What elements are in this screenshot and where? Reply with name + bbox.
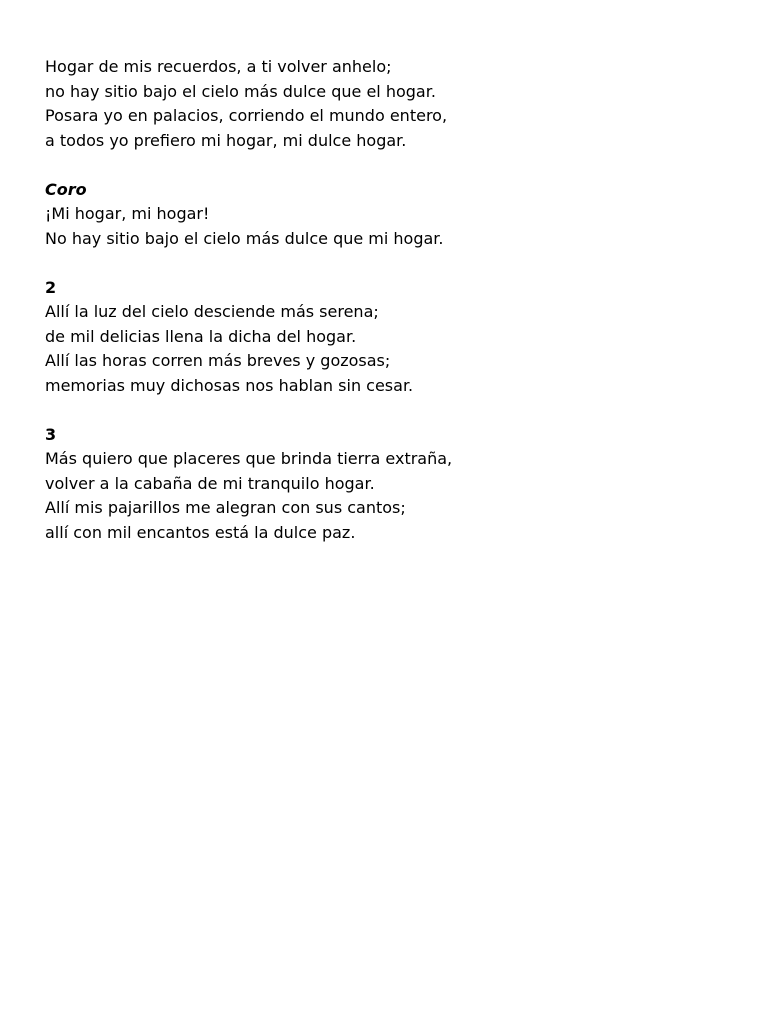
chorus bbox=[45, 178, 735, 252]
lyric-line: Allí las horas corren más breves y gozosas; bbox=[45, 351, 391, 370]
lyric-line: memorias muy dichosas nos hablan sin cesar. bbox=[45, 375, 414, 395]
lyric-line: allí con mil encantos está la dulce paz. bbox=[45, 522, 356, 542]
lyric-line: Más quiero que placeres que brinda tierra extraña, bbox=[45, 449, 453, 468]
lyrics-document bbox=[45, 55, 735, 570]
chorus-heading: Coro bbox=[45, 179, 87, 199]
lyric-line: No hay sitio bajo el cielo más dulce que mi hogar. bbox=[45, 228, 444, 248]
stanza-2 bbox=[45, 276, 735, 399]
stanza-1 bbox=[45, 55, 735, 153]
lyric-line: Hogar de mis recuerdos, a ti volver anhelo; bbox=[45, 57, 392, 76]
lyric-line: de mil delicias llena la dicha del hogar. bbox=[45, 326, 357, 346]
lyric-line: a todos yo prefiero mi hogar, mi dulce hogar. bbox=[45, 130, 407, 150]
lyric-line: Posara yo en palacios, corriendo el mundo entero, bbox=[45, 106, 448, 125]
stanza-3 bbox=[45, 423, 735, 546]
stanza-number: 3 bbox=[45, 424, 57, 444]
stanza-number: 2 bbox=[45, 277, 57, 297]
lyric-line: Allí la luz del cielo desciende más serena; bbox=[45, 302, 379, 321]
lyric-line: no hay sitio bajo el cielo más dulce que el hogar. bbox=[45, 81, 436, 101]
lyric-line: Allí mis pajarillos me alegran con sus cantos; bbox=[45, 498, 406, 517]
lyric-line: ¡Mi hogar, mi hogar! bbox=[45, 204, 210, 223]
lyric-line: volver a la cabaña de mi tranquilo hogar. bbox=[45, 473, 375, 493]
